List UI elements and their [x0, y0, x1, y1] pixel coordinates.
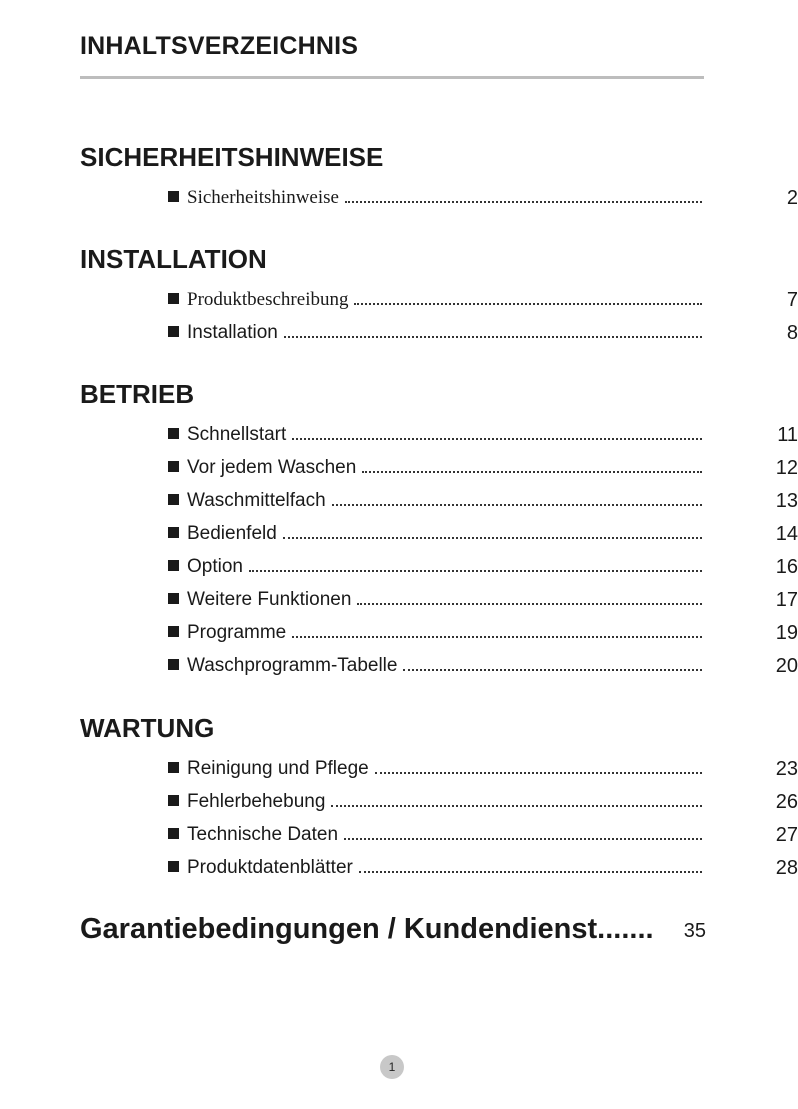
- entry-page-number: 26: [775, 791, 798, 813]
- section-installation: [80, 242, 798, 346]
- section-heading: INSTALLATION: [80, 244, 267, 274]
- bullet-icon: [168, 762, 179, 773]
- entry-label: Schnellstart: [187, 424, 287, 445]
- entry-label: Bedienfeld: [187, 523, 277, 544]
- dot-leader: [284, 336, 702, 338]
- toc-entry[interactable]: [168, 547, 798, 580]
- dot-leader: [249, 570, 702, 572]
- guarantee-entry[interactable]: [80, 913, 710, 946]
- entry-page-number: 12: [775, 457, 798, 479]
- dot-leader: [283, 537, 702, 539]
- entry-page-number: 20: [775, 655, 798, 677]
- entry-page-number: 14: [775, 523, 798, 545]
- bullet-icon: [168, 428, 179, 439]
- entry-label: Vor jedem Waschen: [187, 457, 357, 478]
- bullet-icon: [168, 861, 179, 872]
- entry-page-number: 11: [777, 424, 798, 446]
- entry-label: Installation: [187, 322, 278, 343]
- entry-page-number: 7: [786, 289, 798, 311]
- entry-label: Sicherheitshinweise: [187, 187, 339, 208]
- bullet-icon: [168, 795, 179, 806]
- entry-label: Reinigung und Pflege: [187, 758, 369, 779]
- dot-leader: [345, 201, 702, 203]
- toc-entry[interactable]: [168, 481, 798, 514]
- entry-label: Technische Daten: [187, 824, 339, 845]
- bullet-icon: [168, 461, 179, 472]
- section-sicherheitshinweise: [80, 140, 798, 211]
- entry-label: Produktdatenblätter: [187, 857, 353, 878]
- dot-leader: [344, 838, 702, 840]
- dot-leader: [357, 603, 702, 605]
- guarantee-page-number: 35: [683, 920, 706, 942]
- section-betrieb: [80, 377, 798, 679]
- entry-label: Option: [187, 556, 243, 577]
- dot-leader: [375, 772, 702, 774]
- section-heading: SICHERHEITSHINWEISE: [80, 142, 384, 172]
- dot-leader: [292, 438, 702, 440]
- entry-page-number: 13: [775, 490, 798, 512]
- section-heading: BETRIEB: [80, 379, 195, 409]
- entry-page-number: 23: [775, 758, 798, 780]
- entry-label: Waschmittelfach: [187, 490, 326, 511]
- dot-leader: [403, 669, 702, 671]
- bullet-icon: [168, 293, 179, 304]
- dot-leader: [362, 471, 702, 473]
- entry-page-number: 8: [786, 322, 798, 344]
- toc-entry[interactable]: [168, 580, 798, 613]
- entry-page-number: 17: [775, 589, 798, 611]
- toc-entry[interactable]: [168, 280, 798, 313]
- bullet-icon: [168, 527, 179, 538]
- dot-leader: [292, 636, 702, 638]
- bullet-icon: [168, 593, 179, 604]
- bullet-icon: [168, 326, 179, 337]
- bullet-icon: [168, 828, 179, 839]
- toc-entry[interactable]: [168, 749, 798, 782]
- section-wartung: [80, 711, 798, 881]
- dot-leader: [332, 504, 702, 506]
- entry-page-number: 16: [775, 556, 798, 578]
- toc-entry[interactable]: [168, 415, 798, 448]
- bullet-icon: [168, 659, 179, 670]
- dot-leader: [354, 303, 702, 305]
- toc-entry[interactable]: [168, 782, 798, 815]
- title-divider: [80, 76, 704, 79]
- toc-entry[interactable]: [168, 815, 798, 848]
- entry-label: Waschprogramm-Tabelle: [187, 655, 398, 676]
- entry-label: Programme: [187, 622, 287, 643]
- page-title: INHALTSVERZEICHNIS: [80, 32, 359, 60]
- page-number-badge: 1: [380, 1055, 404, 1079]
- toc-entry[interactable]: [168, 313, 798, 346]
- bullet-icon: [168, 560, 179, 571]
- entry-page-number: 27: [775, 824, 798, 846]
- bullet-icon: [168, 191, 179, 202]
- entry-page-number: 19: [775, 622, 798, 644]
- dot-leader: [331, 805, 702, 807]
- section-heading: WARTUNG: [80, 713, 215, 743]
- toc-entry[interactable]: [168, 848, 798, 881]
- entry-page-number: 28: [775, 857, 798, 879]
- toc-entry[interactable]: [168, 514, 798, 547]
- toc-entry[interactable]: [168, 613, 798, 646]
- toc-entry[interactable]: [168, 448, 798, 481]
- entry-page-number: 2: [786, 187, 798, 209]
- dot-leader: [359, 871, 702, 873]
- entry-label: Fehlerbehebung: [187, 791, 326, 812]
- toc-entry[interactable]: [168, 646, 798, 679]
- bullet-icon: [168, 494, 179, 505]
- entry-label: Weitere Funktionen: [187, 589, 352, 610]
- bullet-icon: [168, 626, 179, 637]
- guarantee-label: Garantiebedingungen / Kundendienst.......: [80, 913, 654, 945]
- toc-entry[interactable]: [168, 178, 798, 211]
- entry-label: Produktbeschreibung: [187, 289, 349, 310]
